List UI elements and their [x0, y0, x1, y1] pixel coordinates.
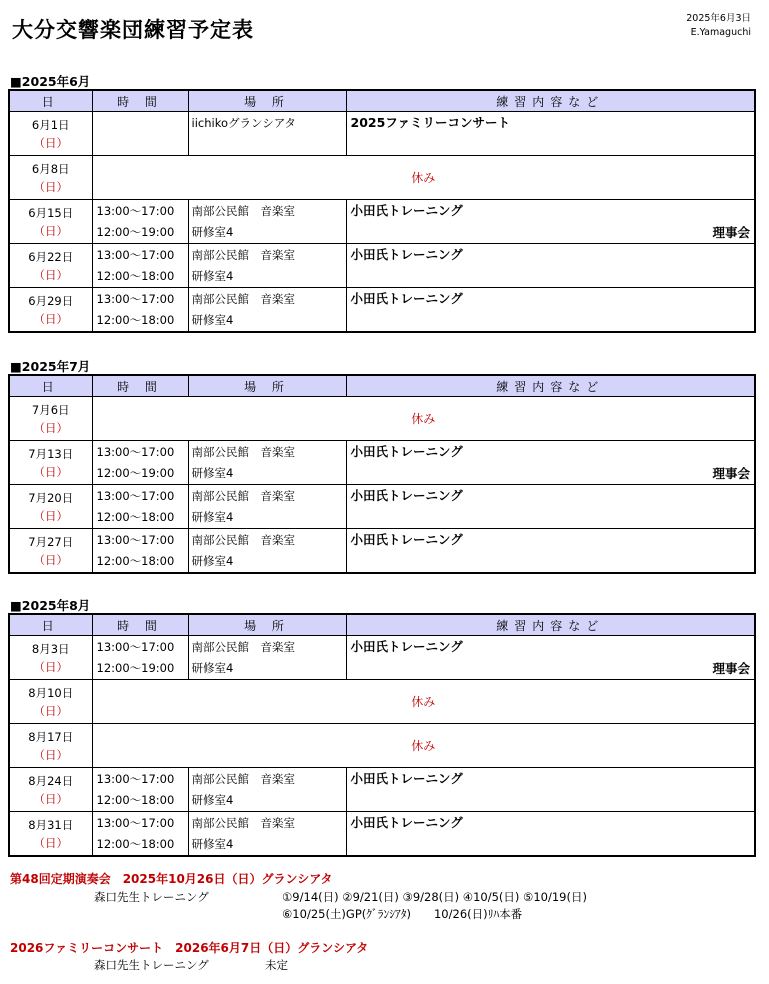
content-cell	[346, 441, 755, 485]
place-text: 研修室4	[191, 269, 234, 283]
meeting-note: 理事会	[712, 466, 750, 481]
place-cell	[188, 485, 346, 529]
time-cell	[92, 244, 188, 288]
place-cell	[188, 768, 346, 812]
place-text: 南部公民館 音楽室	[191, 772, 295, 786]
content-cell	[346, 768, 755, 812]
place-text: 研修室4	[191, 554, 234, 568]
date-text: 8月10日	[28, 686, 74, 700]
table-row	[9, 156, 755, 200]
time-slot: 13:00～17:00	[96, 248, 175, 262]
date-cell	[9, 636, 92, 680]
date-text: 8月31日	[28, 818, 74, 832]
time-slot: 13:00～17:00	[96, 816, 175, 830]
date-text: 6月22日	[28, 250, 74, 264]
practice-content: 小田氏トレーニング	[350, 639, 463, 654]
place-text: 研修室4	[191, 793, 234, 807]
time-slot: 12:00～18:00	[96, 269, 175, 283]
content-cell	[346, 529, 755, 573]
practice-content: 小田氏トレーニング	[350, 444, 463, 459]
weekday-text: （日）	[33, 136, 68, 150]
date-cell	[9, 485, 92, 529]
weekday-text: （日）	[33, 836, 68, 850]
header-time: 時 間	[92, 375, 188, 397]
weekday-text: （日）	[33, 268, 68, 282]
meeting-note: 理事会	[712, 661, 750, 676]
weekday-text: （日）	[33, 180, 68, 194]
header-place: 場 所	[188, 614, 346, 636]
meeting-note: 理事会	[712, 225, 750, 240]
practice-content: 小田氏トレーニング	[350, 488, 463, 503]
time-slot: 12:00～18:00	[96, 837, 175, 851]
content-cell	[346, 244, 755, 288]
place-text: 研修室4	[191, 466, 234, 480]
document-meta	[686, 12, 751, 40]
time-cell	[92, 112, 188, 156]
time-slot: 13:00～17:00	[96, 533, 175, 547]
time-slot: 12:00～18:00	[96, 510, 175, 524]
weekday-text: （日）	[33, 704, 68, 718]
table-row	[9, 200, 755, 244]
date-text: 8月3日	[31, 642, 70, 656]
concert2-training-label: 森口先生トレーニング	[94, 958, 209, 972]
table-row	[9, 441, 755, 485]
date-cell	[9, 724, 92, 768]
time-slot: 13:00～17:00	[96, 489, 175, 503]
section-label: ■2025年8月	[10, 598, 91, 613]
place-text: 南部公民館 音楽室	[191, 816, 295, 830]
header-content: 練習内容など	[346, 614, 755, 636]
time-cell	[92, 200, 188, 244]
weekday-text: （日）	[33, 465, 68, 479]
header-content: 練習内容など	[346, 375, 755, 397]
rest-day-cell: 休み	[92, 724, 755, 768]
weekday-text: （日）	[33, 660, 68, 674]
time-cell	[92, 441, 188, 485]
table-row	[9, 112, 755, 156]
date-cell	[9, 288, 92, 332]
time-slot: 12:00～19:00	[96, 661, 175, 675]
place-text: 南部公民館 音楽室	[191, 533, 295, 547]
time-cell	[92, 485, 188, 529]
header-place: 場 所	[188, 90, 346, 112]
time-slot: 12:00～18:00	[96, 793, 175, 807]
content-cell	[346, 636, 755, 680]
date-text: 6月8日	[31, 162, 70, 176]
table-row	[9, 288, 755, 332]
place-text: 研修室4	[191, 510, 234, 524]
author-name: E.Yamaguchi	[690, 27, 751, 38]
table-header-row	[9, 375, 755, 397]
time-cell	[92, 636, 188, 680]
rest-day-cell: 休み	[92, 397, 755, 441]
concert2-heading: 2026ファミリーコンサート 2026年6月7日（日）グランシアタ	[10, 941, 369, 955]
issue-date: 2025年6月3日	[686, 13, 751, 24]
concert1-heading: 第48回定期演奏会 2025年10月26日（日）グランシアタ	[10, 872, 333, 886]
section-label: ■2025年7月	[10, 359, 91, 374]
schedule-table	[8, 89, 756, 333]
table-row	[9, 724, 755, 768]
table-row	[9, 680, 755, 724]
concert2-status: 未定	[265, 958, 288, 972]
practice-content: 小田氏トレーニング	[350, 771, 463, 786]
content-cell	[346, 485, 755, 529]
weekday-text: （日）	[33, 312, 68, 326]
place-text: 研修室4	[191, 837, 234, 851]
table-row	[9, 768, 755, 812]
time-slot: 13:00～17:00	[96, 292, 175, 306]
place-cell	[188, 244, 346, 288]
date-text: 6月15日	[28, 206, 74, 220]
date-text: 7月27日	[28, 535, 74, 549]
practice-content: 小田氏トレーニング	[350, 247, 463, 262]
header-day: 日	[9, 614, 92, 636]
date-cell	[9, 529, 92, 573]
place-cell	[188, 288, 346, 332]
content-cell	[346, 112, 755, 156]
concert1-training-label: 森口先生トレーニング	[94, 890, 209, 904]
practice-content: 2025ファミリーコンサート	[350, 115, 511, 130]
place-cell	[188, 812, 346, 856]
weekday-text: （日）	[33, 509, 68, 523]
place-text: 研修室4	[191, 313, 234, 327]
time-cell	[92, 288, 188, 332]
place-cell	[188, 112, 346, 156]
practice-content: 小田氏トレーニング	[350, 532, 463, 547]
weekday-text: （日）	[33, 553, 68, 567]
date-cell	[9, 244, 92, 288]
time-slot: 13:00～17:00	[96, 640, 175, 654]
header-day: 日	[9, 90, 92, 112]
weekday-text: （日）	[33, 792, 68, 806]
time-slot: 12:00～19:00	[96, 466, 175, 480]
place-text: iichikoグランシアタ	[191, 116, 296, 130]
date-cell	[9, 397, 92, 441]
weekday-text: （日）	[33, 748, 68, 762]
header-time: 時 間	[92, 614, 188, 636]
weekday-text: （日）	[33, 421, 68, 435]
place-text: 南部公民館 音楽室	[191, 248, 295, 262]
table-row	[9, 636, 755, 680]
date-cell	[9, 200, 92, 244]
page-title: 大分交響楽団練習予定表	[12, 18, 254, 42]
table-row	[9, 485, 755, 529]
date-text: 8月24日	[28, 774, 74, 788]
time-slot: 13:00～17:00	[96, 204, 175, 218]
table-row	[9, 529, 755, 573]
place-cell	[188, 441, 346, 485]
concert1-dates-line2: ⑥10/25(土)GP(ｸﾞﾗﾝｼｱﾀ) 10/26(日)ﾘﾊ本番	[282, 907, 523, 921]
time-slot: 12:00～18:00	[96, 554, 175, 568]
place-text: 研修室4	[191, 225, 234, 239]
date-cell	[9, 112, 92, 156]
time-slot: 13:00～17:00	[96, 445, 175, 459]
content-cell	[346, 812, 755, 856]
schedule-table	[8, 613, 756, 857]
place-text: 南部公民館 音楽室	[191, 292, 295, 306]
section-label: ■2025年6月	[10, 74, 91, 89]
date-cell	[9, 680, 92, 724]
practice-content: 小田氏トレーニング	[350, 203, 463, 218]
time-cell	[92, 768, 188, 812]
date-cell	[9, 812, 92, 856]
date-text: 6月29日	[28, 294, 74, 308]
rest-day-cell: 休み	[92, 156, 755, 200]
header-day: 日	[9, 375, 92, 397]
time-slot: 13:00～17:00	[96, 772, 175, 786]
header-content: 練習内容など	[346, 90, 755, 112]
rest-day-cell: 休み	[92, 680, 755, 724]
place-text: 南部公民館 音楽室	[191, 489, 295, 503]
time-slot	[93, 112, 188, 133]
date-text: 8月17日	[28, 730, 74, 744]
content-cell	[346, 288, 755, 332]
time-cell	[92, 529, 188, 573]
place-text: 南部公民館 音楽室	[191, 204, 295, 218]
time-slot: 12:00～18:00	[96, 313, 175, 327]
table-row	[9, 244, 755, 288]
place-text: 南部公民館 音楽室	[191, 445, 295, 459]
place-cell	[188, 200, 346, 244]
time-slot: 12:00～19:00	[96, 225, 175, 239]
date-text: 6月1日	[31, 118, 70, 132]
date-cell	[9, 768, 92, 812]
time-cell	[92, 812, 188, 856]
schedule-table	[8, 374, 756, 574]
table-header-row	[9, 614, 755, 636]
header-time: 時 間	[92, 90, 188, 112]
table-row	[9, 397, 755, 441]
table-header-row	[9, 90, 755, 112]
date-text: 7月13日	[28, 447, 74, 461]
place-cell	[188, 529, 346, 573]
header-place: 場 所	[188, 375, 346, 397]
place-text: 研修室4	[191, 661, 234, 675]
place-text: 南部公民館 音楽室	[191, 640, 295, 654]
date-cell	[9, 441, 92, 485]
date-text: 7月20日	[28, 491, 74, 505]
practice-content: 小田氏トレーニング	[350, 815, 463, 830]
weekday-text: （日）	[33, 224, 68, 238]
date-text: 7月6日	[31, 403, 70, 417]
concert1-dates-line1: ①9/14(日) ②9/21(日) ③9/28(日) ④10/5(日) ⑤10/19(日)	[282, 890, 587, 904]
practice-content: 小田氏トレーニング	[350, 291, 463, 306]
date-cell	[9, 156, 92, 200]
content-cell	[346, 200, 755, 244]
table-row	[9, 812, 755, 856]
place-cell	[188, 636, 346, 680]
